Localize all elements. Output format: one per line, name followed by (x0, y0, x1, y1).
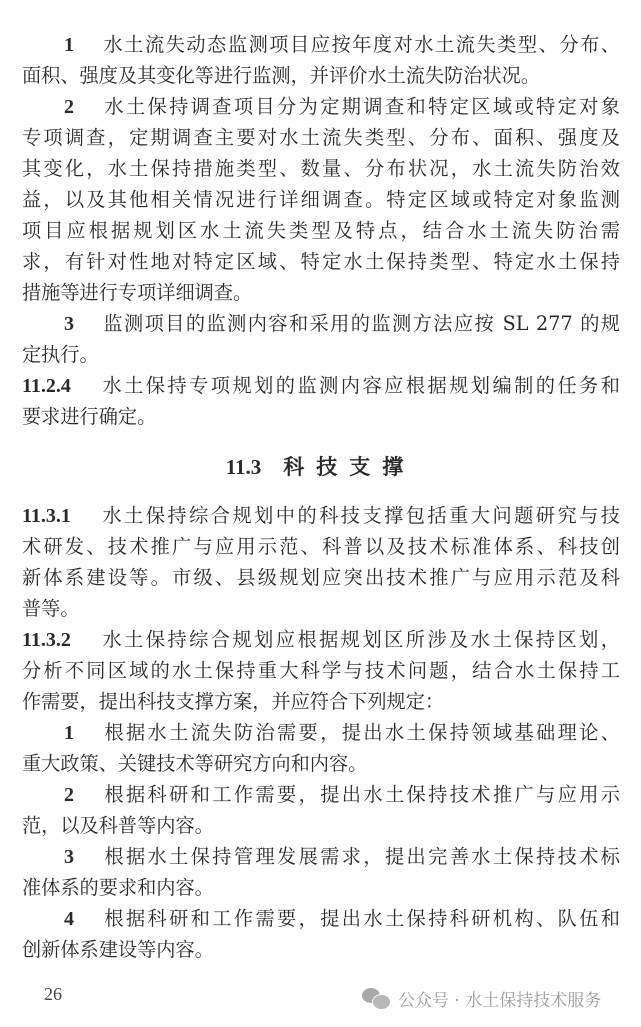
text-line (22, 122, 620, 153)
text-line (22, 934, 620, 965)
text-line (22, 593, 620, 624)
text-line (22, 153, 620, 184)
clause-line (22, 370, 620, 402)
text-line (22, 277, 620, 308)
text-line (22, 246, 620, 277)
page-number: 26 (44, 984, 62, 1004)
line-text: 监测项目的监测内容和采用的监测方法应按 SL 277 的规 (102, 312, 620, 335)
watermark-text: 公众号 · 水土保持技术服务 (398, 991, 602, 1011)
clause-number: 11.2.4 (22, 375, 71, 397)
line-text: 范，以及科普等内容。 (22, 814, 214, 837)
line-text: 根据科研和工作需要，提出水土保持科研机构、队伍和 (102, 907, 620, 930)
line-text: 准体系的要求和内容。 (22, 876, 214, 899)
line-text: 创新体系建设等内容。 (22, 938, 214, 961)
item-line (22, 779, 620, 811)
line-text: 水土流失动态监测项目应按年度对水土流失类型、分布、 (102, 33, 620, 56)
item-number: 3 (64, 313, 74, 335)
section-heading (0, 450, 641, 484)
item-line (22, 841, 620, 873)
text-line (22, 748, 620, 779)
line-text: 水土保持专项规划的监测内容应根据规划编制的任务和 (100, 374, 620, 397)
clause-line (22, 624, 620, 656)
item-line (22, 308, 620, 340)
line-text: 普等。 (22, 597, 80, 620)
line-text: 重大政策、关键技术等研究方向和内容。 (22, 752, 368, 775)
section-title: 科技支撑 (283, 454, 416, 479)
line-text: 水土保持调查项目分为定期调查和特定区域或特定对象 (102, 95, 620, 118)
item-number: 2 (64, 96, 74, 118)
line-text: 专项调查，定期调查主要对水土流失类型、分布、面积、强度及 (22, 126, 620, 149)
wechat-icon (362, 988, 392, 1010)
text-line (22, 401, 620, 432)
watermark (362, 986, 601, 1011)
line-text: 其变化，水土保持措施类型、数量、分布状况，水土流失防治效 (22, 157, 620, 180)
line-text: 术研发、技术推广与应用示范、科普以及技术标准体系、科技创 (22, 535, 620, 558)
line-text: 根据水土流失防治需要，提出水土保持领域基础理论、 (102, 721, 620, 744)
line-text: 项目应根据规划区水土流失类型及特点，结合水土流失防治需 (22, 219, 620, 242)
clause-line (22, 500, 620, 532)
line-text: 分析不同区域的水土保持重大科学与技术问题，结合水土保持工 (22, 659, 620, 682)
text-line (22, 184, 620, 215)
item-number: 3 (64, 846, 74, 868)
line-text: 根据水土保持管理发展需求，提出完善水土保持技术标 (102, 845, 620, 868)
text-line (22, 60, 620, 91)
line-text: 水土保持综合规划应根据规划区所涉及水土保持区划， (100, 628, 620, 651)
line-text: 面积、强度及其变化等进行监测，并评价水土流失防治状况。 (22, 64, 541, 87)
item-number: 4 (64, 908, 74, 930)
line-text: 定执行。 (22, 343, 99, 366)
line-text: 水土保持综合规划中的科技支撑包括重大问题研究与技 (100, 504, 620, 527)
text-line (22, 655, 620, 686)
item-line (22, 29, 620, 61)
line-text: 措施等进行专项详细调查。 (22, 281, 253, 304)
item-number: 2 (64, 784, 74, 806)
item-line (22, 903, 620, 935)
item-number: 1 (64, 34, 74, 56)
line-text: 要求进行确定。 (22, 405, 157, 428)
item-line (22, 717, 620, 749)
clause-number: 11.3.1 (22, 505, 71, 527)
text-line (22, 531, 620, 562)
section-number: 11.3 (225, 455, 262, 479)
line-text: 新体系建设等。市级、县级规划应突出技术推广与应用示范及科 (22, 566, 620, 589)
text-line (22, 686, 620, 717)
item-number: 1 (64, 722, 74, 744)
text-line (22, 215, 620, 246)
text-line (22, 562, 620, 593)
line-text: 求，有针对性地对特定区域、特定水土保持类型、特定水土保持 (22, 250, 620, 273)
line-text: 根据科研和工作需要，提出水土保持技术推广与应用示 (102, 783, 620, 806)
text-line (22, 872, 620, 903)
item-line (22, 91, 620, 123)
clause-number: 11.3.2 (22, 629, 71, 651)
text-line (22, 339, 620, 370)
line-text: 作需要，提出科技支撑方案，并应符合下列规定： (22, 690, 445, 713)
line-text: 益，以及其他相关情况进行详细调查。特定区域或特定对象监测 (22, 188, 620, 211)
text-line (22, 810, 620, 841)
